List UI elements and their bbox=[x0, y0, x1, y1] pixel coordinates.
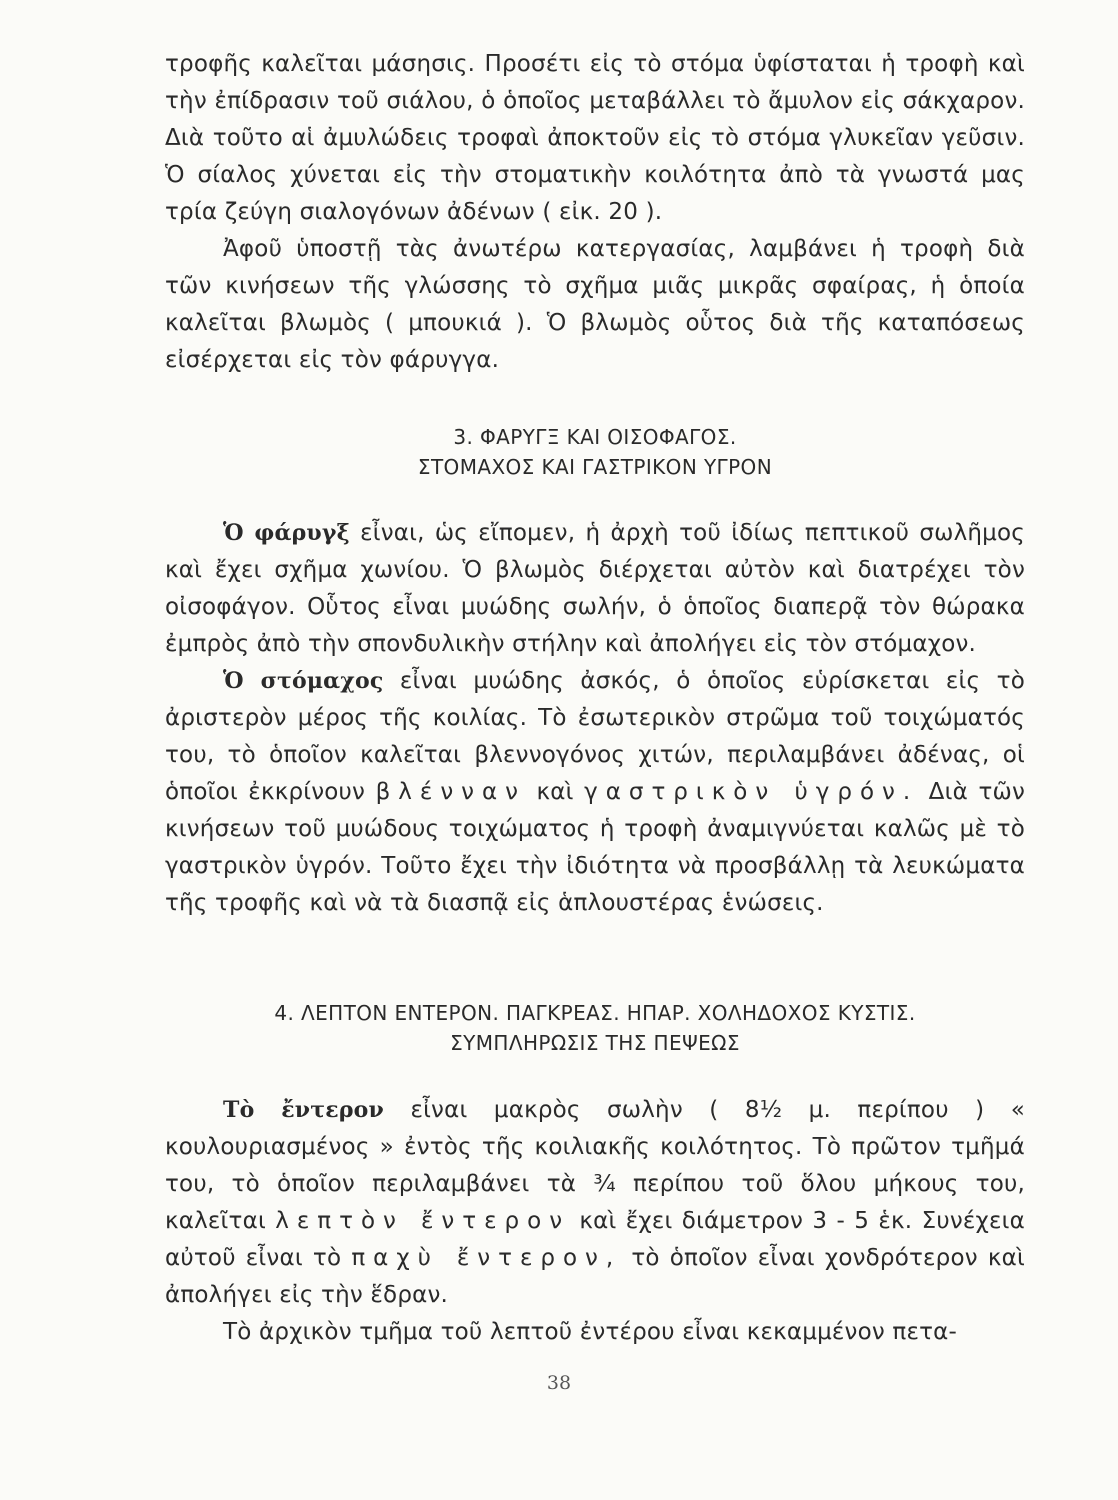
gastric-juice-term: γαστρικὸν ὑγρόν. bbox=[584, 779, 919, 805]
intro-text bbox=[165, 46, 1025, 379]
section-3-heading bbox=[165, 422, 1025, 482]
stomach-term: Ὁ στόμαχος bbox=[223, 668, 384, 694]
section-3-title-line-2: ΣΤΟΜΑΧΟΣ ΚΑΙ ΓΑΣΤΡΙΚΟΝ ΥΓΡΟΝ bbox=[417, 455, 773, 479]
intestine-text-b: καὶ ἔχει διάμετρον 3 - 5 ἑκ. Συνέχεια αὐτοῦ εἶναι τὸ bbox=[165, 1208, 1025, 1271]
section-4-text bbox=[165, 1092, 1025, 1351]
large-intestine-term: παχὺ ἔντερον, bbox=[351, 1245, 622, 1271]
section-4-title-line-1: 4. ΛΕΠΤΟΝ ΕΝΤΕΡΟΝ. ΠΑΓΚΡΕΑΣ. ΗΠΑΡ. ΧΟΛΗΔΟΧΟΣ ΚΥΣΤΙΣ. bbox=[274, 1001, 916, 1025]
intro-paragraph-1: τροφῆς καλεῖται μάσησις. Προσέτι εἰς τὸ στόμα ὑφίσταται ἡ τροφὴ καὶ τὴν ἐπίδρασιν τοῦ σιάλου, ὁ ὁποῖος μεταβάλλει τὸ ἄμυλον εἰς σάκχαρον. Διὰ τοῦτο αἱ ἀμυλώδεις τροφαὶ ἀποκτοῦν εἰς τὸ στόμα γλυκεῖαν γεῦσιν. Ὁ σίαλος χύνεται εἰς τὴν στοματικὴν κοιλότητα ἀπὸ τὰ γνωστά μας τρία ζεύγη σιαλογόνων ἀδένων ( εἰκ. 20 ). bbox=[165, 51, 1025, 225]
section-4-heading bbox=[165, 998, 1025, 1058]
intestine-term: Τὸ ἔντερον bbox=[223, 1097, 385, 1123]
stomach-text-a: εἶναι μυώδης ἀσκός, ὁ ὁποῖος εὑρίσκεται εἰς τὸ ἀριστερὸν μέρος τῆς κοιλίας. Τὸ ἐσωτερικὸν στρῶμα τοῦ τοιχώματός του, τὸ ὁποῖον καλεῖται βλεννογόνος χιτών, περιλαμβάνει ἀδένας, οἱ ὁποῖοι ἐκκρίνουν bbox=[165, 668, 1025, 805]
intro-paragraph-2: Ἀφοῦ ὑποστῇ τὰς ἀνωτέρω κατεργασίας, λαμβάνει ἡ τροφὴ διὰ τῶν κινήσεων τῆς γλώσσης τὸ σχῆμα μιᾶς μικρᾶς σφαίρας, ἡ ὁποία καλεῖται βλωμὸς ( μπουκιά ). Ὁ βλωμὸς οὗτος διὰ τῆς καταπόσεως εἰσέρχεται εἰς τὸν φάρυγγα. bbox=[165, 236, 1025, 373]
pharynx-text: εἶναι, ὡς εἴπομεν, ἡ ἀρχὴ τοῦ ἰδίως πεπτικοῦ σωλῆμος καὶ ἔχει σχῆμα χωνίου. Ὁ βλωμὸς διέρχεται αὐτὸν καὶ διατρέχει τὸν οἰσοφάγον. Οὗτος εἶναι μυώδης σωλήν, ὁ ὁποῖος διαπερᾷ τὸν θώρακα ἐμπρὸς ἀπὸ τὴν σπονδυλικὴν στήλην καὶ ἀπολήγει εἰς τὸν στόμαχον. bbox=[165, 520, 1025, 657]
stomach-text-b: καὶ bbox=[526, 779, 585, 805]
pharynx-paragraph bbox=[165, 515, 1025, 663]
page-number: 38 bbox=[546, 1372, 572, 1394]
intestine-text-a: εἶναι μακρὸς σωλὴν ( 8½ μ. περίπου ) « κουλουριασμένος » ἐντὸς τῆς κοιλιακῆς κοιλότητος. Τὸ πρῶτον τμῆμά του, τὸ ὁποῖον περιλαμβάνει τὰ ¾ περίπου τοῦ ὅλου μήκους του, καλεῖται bbox=[165, 1097, 1026, 1234]
mucus-term: βλένναν bbox=[375, 779, 527, 805]
section-4-title-line-2: ΣΥΜΠΛΗΡΩΣΙΣ ΤΗΣ ΠΕΨΕΩΣ bbox=[450, 1031, 740, 1055]
stomach-paragraph bbox=[165, 663, 1025, 922]
section-3-text bbox=[165, 515, 1025, 922]
intestine-text-c: τὸ ὁποῖον εἶναι χονδρότερον καὶ ἀπολήγει εἰς τὴν ἕδραν. bbox=[165, 1245, 1025, 1308]
intestine-paragraph bbox=[165, 1092, 1025, 1314]
small-intestine-paragraph: Τὸ ἀρχικὸν τμῆμα τοῦ λεπτοῦ ἐντέρου εἶναι κεκαμμένον πετα- bbox=[223, 1319, 958, 1345]
pharynx-term: Ὁ φάρυγξ bbox=[223, 520, 350, 546]
section-3-title-line-1: 3. ΦΑΡΥΓΞ ΚΑΙ ΟΙΣΟΦΑΓΟΣ. bbox=[453, 425, 737, 449]
stomach-text-c: Διὰ τῶν κινήσεων τοῦ μυώδους τοιχώματος ἡ τροφὴ ἀναμιγνύεται καλῶς μὲ τὸ γαστρικὸν ὑγρόν. Τοῦτο ἔχει τὴν ἰδιότητα νὰ προσβάλλῃ τὰ λευκώματα τῆς τροφῆς καὶ νὰ τὰ διασπᾷ εἰς ἁπλουστέρας ἑνώσεις. bbox=[165, 779, 1025, 916]
small-intestine-term: λεπτὸν ἔντερον bbox=[275, 1208, 571, 1234]
